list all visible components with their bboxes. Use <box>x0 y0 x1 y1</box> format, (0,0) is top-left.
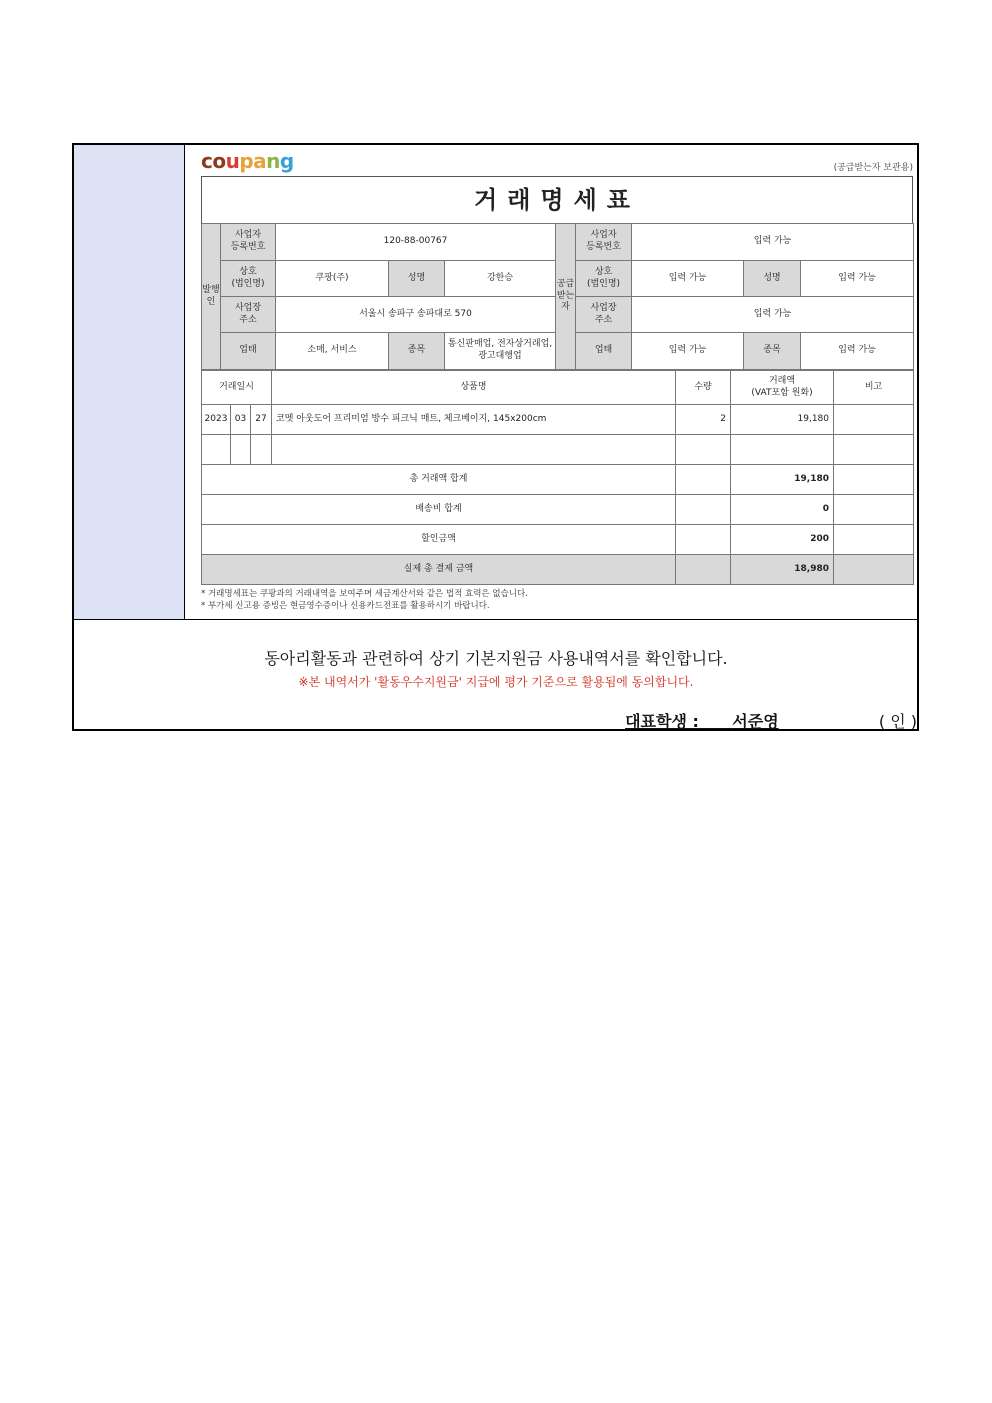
issuer-reg-value: 120-88-00767 <box>276 224 556 261</box>
issuer-addr-value: 서울시 송파구 송파대로 570 <box>276 297 556 333</box>
table-row <box>202 405 914 435</box>
issuer-name-value: 쿠팡(주) <box>276 261 389 297</box>
shipping-value: 0 <box>731 495 834 525</box>
sign-seal: ( 인 ) <box>878 712 917 731</box>
issuer-type-value: 통신판매업, 전자상거래업, 광고대행업 <box>445 333 556 370</box>
issuer-addr-label: 사업장 주소 <box>221 297 276 333</box>
item-year: 2023 <box>202 405 231 435</box>
header-date: 거래일시 <box>202 371 272 405</box>
item-product: 코멧 아웃도어 프리미엄 방수 피크닉 매트, 체크베이지, 145x200cm <box>272 405 676 435</box>
sign-name: 서준영 <box>732 712 779 731</box>
header-amount: 거래액 (VAT포함 원화) <box>731 371 834 405</box>
note-1: * 거래명세표는 쿠팡과의 거래내역을 보여주며 세금계산서와 같은 법적 효력은 없습니다. <box>201 589 528 599</box>
receiver-rep-value[interactable]: 입력 가능 <box>801 261 914 297</box>
side-panel <box>74 145 185 619</box>
empty-row <box>202 435 914 465</box>
discount-value: 200 <box>731 525 834 555</box>
final-value: 18,980 <box>731 555 834 585</box>
receiver-reg-label: 사업자 등록번호 <box>576 224 632 261</box>
issuer-group-label: 발행인 <box>202 224 221 370</box>
header-note: 비고 <box>834 371 914 405</box>
receiver-reg-value[interactable]: 입력 가능 <box>632 224 914 261</box>
receiver-biz-label: 업태 <box>576 333 632 370</box>
header-qty: 수량 <box>676 371 731 405</box>
confirm-text: 동아리활동과 관련하여 상기 기본지원금 사용내역서를 확인합니다. <box>264 649 728 668</box>
total-value: 19,180 <box>731 465 834 495</box>
party-info-table <box>201 223 914 370</box>
item-day: 27 <box>251 405 272 435</box>
item-qty: 2 <box>676 405 731 435</box>
transaction-table <box>201 370 914 585</box>
receiver-name-value[interactable]: 입력 가능 <box>632 261 744 297</box>
document-title: 거래명세표 <box>201 176 913 224</box>
signature-line <box>625 709 917 732</box>
item-amount: 19,180 <box>731 405 834 435</box>
agree-text: ※본 내역서가 '활동우수지원금' 지급에 평가 기준으로 활용됨에 동의합니다. <box>298 675 694 689</box>
item-month: 03 <box>231 405 251 435</box>
shipping-label: 배송비 합계 <box>202 495 676 525</box>
receiver-addr-value[interactable]: 입력 가능 <box>632 297 914 333</box>
sign-label: 대표학생 : <box>625 712 699 731</box>
issuer-rep-value: 강한승 <box>445 261 556 297</box>
issuer-biz-label: 업태 <box>221 333 276 370</box>
note-2: * 부가세 신고용 증빙은 현금영수증이나 신용카드전표를 활용하시기 바랍니다. <box>201 601 490 611</box>
issuer-type-label: 종목 <box>389 333 445 370</box>
receiver-type-label: 종목 <box>744 333 801 370</box>
issuer-reg-label: 사업자 등록번호 <box>221 224 276 261</box>
receiver-rep-label: 성명 <box>744 261 801 297</box>
issuer-biz-value: 소매, 서비스 <box>276 333 389 370</box>
receiver-name-label: 상호 (법인명) <box>576 261 632 297</box>
final-label: 실제 총 결제 금액 <box>202 555 676 585</box>
coupang-logo: coupang <box>201 149 294 173</box>
item-note <box>834 405 914 435</box>
receiver-group-label: 공급받는자 <box>556 224 576 370</box>
receiver-type-value[interactable]: 입력 가능 <box>801 333 914 370</box>
sign-name-wrap <box>699 709 879 732</box>
issuer-name-label: 상호 (법인명) <box>221 261 276 297</box>
discount-label: 할인금액 <box>202 525 676 555</box>
divider <box>74 619 917 620</box>
header-product: 상품명 <box>272 371 676 405</box>
receiver-biz-value[interactable]: 입력 가능 <box>632 333 744 370</box>
receiver-addr-label: 사업장 주소 <box>576 297 632 333</box>
total-label: 총 거래액 합계 <box>202 465 676 495</box>
keep-note: (공급받는자 보관용) <box>833 163 913 173</box>
issuer-rep-label: 성명 <box>389 261 445 297</box>
